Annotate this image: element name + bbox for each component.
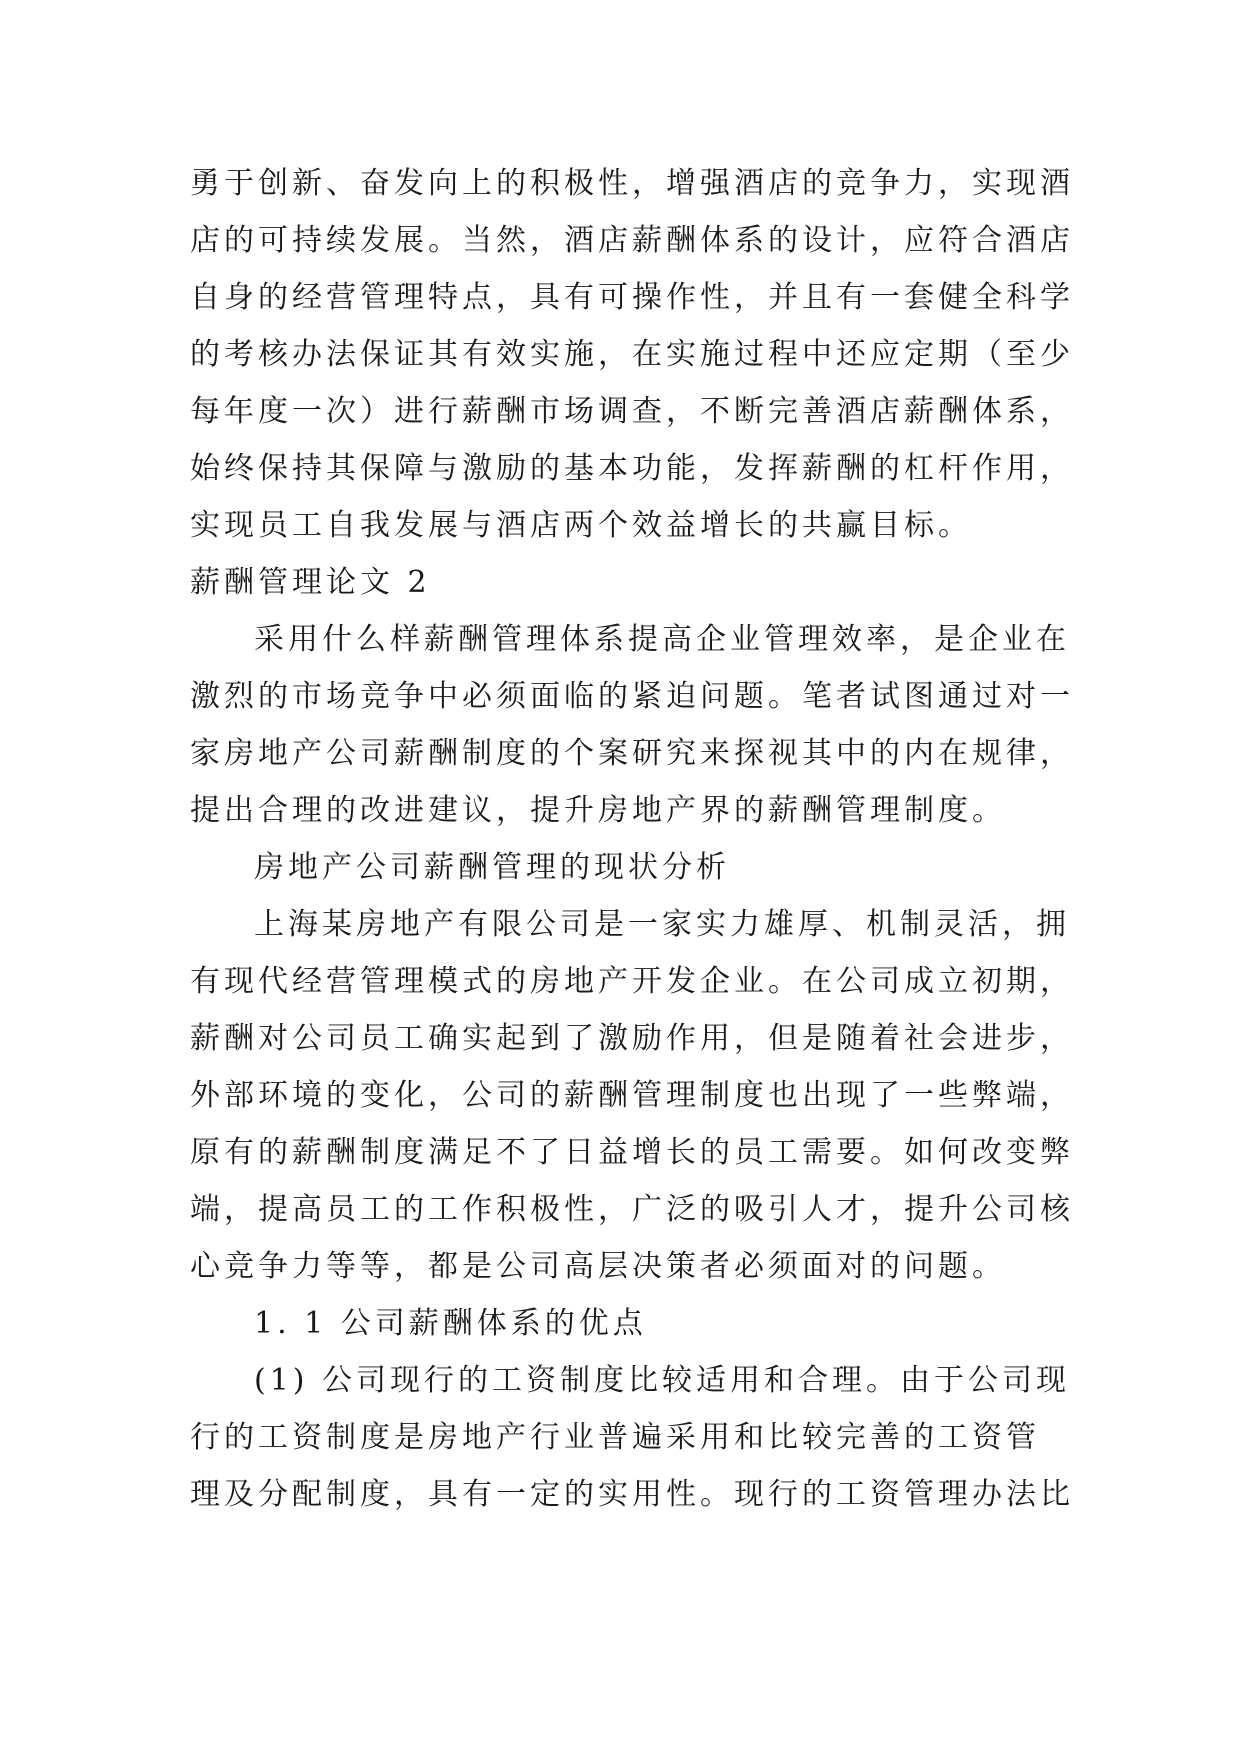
paragraph-line: 理及分配制度，具有一定的实用性。现行的工资管理办法比 — [190, 1477, 1074, 1512]
subsection-heading: 1. 1 公司薪酬体系的优点 — [254, 1306, 647, 1341]
section-title: 薪酬管理论文 2 — [190, 565, 431, 600]
paragraph-line: 提出合理的改进建议，提升房地产界的薪酬管理制度。 — [190, 793, 1006, 828]
paragraph-line: 的考核办法保证其有效实施，在实施过程中还应定期（至少 — [190, 337, 1074, 372]
paragraph-line: 家房地产公司薪酬制度的个案研究来探视其中的内在规律， — [190, 736, 1074, 771]
paragraph-line: 外部环境的变化，公司的薪酬管理制度也出现了一些弊端， — [190, 1078, 1074, 1113]
paragraph-line: 激烈的市场竞争中必须面临的紧迫问题。笔者试图通过对一 — [190, 679, 1074, 714]
document-body — [190, 155, 1074, 1523]
paragraph-line: 勇于创新、奋发向上的积极性，增强酒店的竞争力，实现酒 — [190, 166, 1074, 201]
paragraph-line: 每年度一次）进行薪酬市场调查，不断完善酒店薪酬体系， — [190, 394, 1074, 429]
subsection-heading: 房地产公司薪酬管理的现状分析 — [254, 850, 730, 885]
paragraph-line: 行的工资制度是房地产行业普遍采用和比较完善的工资管 — [190, 1420, 1040, 1455]
paragraph-line: 上海某房地产有限公司是一家实力雄厚、机制灵活，拥 — [254, 907, 1070, 942]
paragraph-line: 始终保持其保障与激励的基本功能，发挥薪酬的杠杆作用， — [190, 451, 1074, 486]
paragraph-line: (1) 公司现行的工资制度比较适用和合理。由于公司现 — [254, 1363, 1071, 1398]
paragraph-line: 心竞争力等等，都是公司高层决策者必须面对的问题。 — [190, 1249, 1006, 1284]
paragraph-line: 有现代经营管理模式的房地产开发企业。在公司成立初期， — [190, 964, 1074, 999]
paragraph-line: 实现员工自我发展与酒店两个效益增长的共赢目标。 — [190, 508, 972, 543]
paragraph-line: 端，提高员工的工作积极性，广泛的吸引人才，提升公司核 — [190, 1192, 1074, 1227]
paragraph-line: 采用什么样薪酬管理体系提高企业管理效率，是企业在 — [254, 622, 1070, 657]
paragraph-line: 店的可持续发展。当然，酒店薪酬体系的设计，应符合酒店 — [190, 223, 1074, 258]
paragraph-line: 原有的薪酬制度满足不了日益增长的员工需要。如何改变弊 — [190, 1135, 1074, 1170]
paragraph-line: 自身的经营管理特点，具有可操作性，并且有一套健全科学 — [190, 280, 1074, 315]
paragraph-line: 薪酬对公司员工确实起到了激励作用，但是随着社会进步， — [190, 1021, 1074, 1056]
